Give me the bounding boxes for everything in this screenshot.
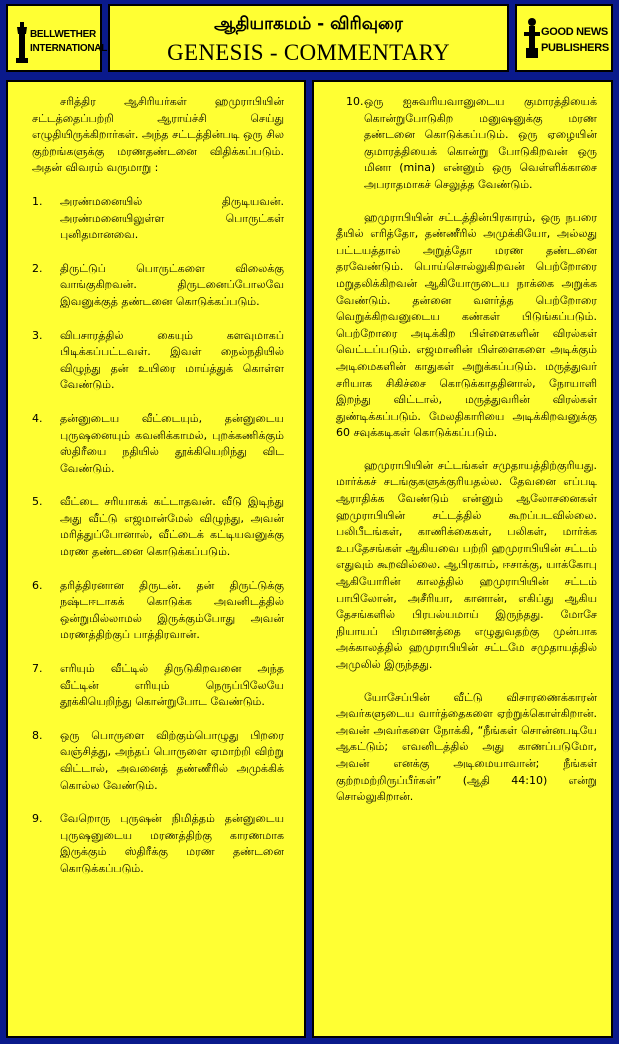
list-item: 8. ஒரு பொருளை விற்கும்பொழுது பிறரை வஞ்சித்து, அந்தப் பொருளை ஏமாற்றி விற்று விட்டால், அவனைத் தண்ணீரில் அமுக்கிக் கொல்ல வேண்டும். (32, 728, 284, 792)
good-news-logo-box (515, 4, 613, 72)
list-item: 5. வீட்டை சரியாகக் கட்டாதவன். வீடு இடிந்து அது வீட்டு எஜமான்மேல் விழுந்து, அவன் மரித்துப்போனால், வீட்டைக் கட்டியவனுக்கு மரண தண்டனை கொடுக்கப்படும். (32, 495, 284, 559)
list-item: 2. திருட்டுப் பொருட்களை விலைக்கு வாங்குகிறவன். திருடனைப்போலவே இவனுக்குத் தண்டனை கொடுக்கப்படும். (32, 261, 284, 308)
right-paragraph-3: யோசேப்பின் வீட்டு விசாரணைக்காரன் அவர்களுடைய வார்த்தைகளை ஏற்றுக்கொள்கிறான். அவன் அவர்களை நோக்கி, “நீங்கள் சொன்னபடியே ஆகட்டும்; எவனிடத்தில் அது காணப்படுமோ, அவன் எனக்கு அடிமையாவான்; நீங்கள் குற்றமற்றிருப்பீர்கள்” (ஆதி 44:10) என்று சொல்லுகிறான். (336, 690, 597, 804)
left-intro-paragraph: சரித்திர ஆசிரியர்கள் ஹமுராபியின் சட்டத்தைப்பற்றி ஆராய்ச்சி செய்து எழுதியிருக்கிறார்கள். அந்த சட்டத்தின்படி ஒரு சில குற்றங்களுக்கு மரணதண்டனை விதிக்கப்படும். அதன் விவரம் வருமாறு : (32, 95, 284, 175)
bellwether-logo-line2: INTERNATIONAL (30, 43, 108, 54)
left-column (6, 80, 306, 1038)
list-item: 1. அரண்மனையில் திருடியவன். அரண்மனையிலுள்ள பொருட்கள் புனிதமானவை. (32, 194, 284, 242)
right-paragraph-1: ஹமுராபியின் சட்டத்தின்பிரகாரம், ஒரு நபரை தீயில் எரித்தோ, தண்ணீரில் அமுக்கியோ, அல்லது பட்டயத்தால் அறுத்தோ மரண தண்டனை தரவேண்டும். பொய்சொல்லுகிறவன் பெற்றோரை மறுதலிக்கிறவன் ஆகியோருடைய நாக்கை அறுக்க வேண்டும். தன்னை வளர்த்த பெற்றோரை வெறுக்கிறவனுடைய கண்கள் பிடுங்கப்படும். பெற்றோரை அடிக்கிற பிள்ளைகளின் விரல்கள் வெட்டப்படும். எஜமானின் பிள்ளைகளை அடிக்கும் அடிமைகளின் காதுகள் அறுக்கப்படும். மருத்துவர் சரியாக சிகிச்சை கொடுக்காததினால், நோயாளி இறந்து விட்டால், மருத்துவரின் விரல்கள் துண்டிக்கப்படும். மேலதிகாரியை அடிக்கிறவனுக்கு 60 சவுக்கடிகள் கொடுக்கப்படும். (336, 210, 597, 440)
good-news-logo-icon (523, 16, 541, 62)
page-title-tamil: ஆதியாகமம் - விரிவுரை (214, 14, 403, 34)
bellwether-logo-line1: BELLWETHER (30, 29, 96, 40)
good-news-logo-line2: PUBLISHERS (541, 42, 609, 54)
bellwether-logo-icon (14, 20, 30, 64)
good-news-logo-line1: GOOD NEWS (541, 26, 608, 38)
list-item: 10. ஒரு ஐசுவரியவானுடைய குமாரத்தியைக் கொன்றுபோடுகிற மனுஷனுக்கு மரண தண்டனை கொடுக்கப்படும். ஒரு ஏழையின் குமாரத்தியைக் கொன்று போடுகிறவன் ஒரு மினா (mina) என்னும் ஒரு வெள்ளிக்காசை அபராதமாகச் செலுத்த வேண்டும். (346, 95, 597, 191)
list-item: 6. தரித்திரனான திருடன். தன் திருட்டுக்கு நஷ்டஈடாகக் கொடுக்க அவனிடத்தில் ஒன்றுமில்லாமல் இருக்கும்போது அவன் மரணத்திற்குப் பாத்திரவான். (32, 578, 284, 642)
right-column (312, 80, 613, 1038)
list-item: 9. வேறொரு புருஷன் நிமித்தம் தன்னுடைய புருஷனுடைய மரணத்திற்கு காரணமாக இருக்கும் ஸ்திரீக்கு மரண தண்டனை கொடுக்கப்படும். (32, 812, 284, 875)
page-title-english: GENESIS - COMMENTARY (167, 40, 450, 65)
bellwether-logo-box (6, 4, 108, 72)
right-paragraph-2: ஹமுராபியின் சட்டங்கள் சமுதாயத்திற்குரியது. மார்க்கச் சடங்குகளுக்குரியதல்ல. தேவனை எப்படி ஆராதிக்க வேண்டும் என்னும் ஆலோசனைகள் ஹமுராபியின் சட்டத்தில் கூறப்படவில்லை. பலிபீடங்கள், காணிக்கைகள், பலிகள், மார்க்க உபதேசங்கள் ஆகியவை பற்றி ஹமுராபியின் சட்டம் எதுவும் கூறவில்லை. ஆபிரகாம், ஈசாக்கு, யாக்கோபு ஆகியோரின் காலத்தில் ஹமுராபியின் சட்டம் பாபிலோன், அசீரியா, கானான், எகிப்து ஆகிய தேசங்களில் பிரபல்யமாய் இருந்தது. மோசே நியாயப் பிரமாணத்தை எழுதுவதற்கு முன்பாக அக்காலத்தில் ஹமுராபியின் சட்டமே சமுதாயத்தில் அமுலில் இருந்தது. (336, 458, 597, 671)
list-item: 4. தன்னுடைய வீட்டையும், தன்னுடைய புருஷனையும் கவனிக்காமல், புறக்கணிக்கும் ஸ்திரீயை நதியில் தூக்கியெறிந்து விட வேண்டும். (32, 411, 284, 475)
list-item: 3. விபசாரத்தில் கையும் களவுமாகப் பிடிக்கப்பட்டவள். இவள் நைல்நதியில் விழுந்து தன் உயிரை மாய்த்துக் கொள்ள வேண்டும். (32, 328, 284, 392)
title-box (108, 4, 509, 72)
list-item: 7. எரியும் வீட்டில் திருடுகிறவனை அந்த வீட்டின் எரியும் நெருப்பிலேயே தூக்கியெறிந்து கொன்றுபோட வேண்டும். (32, 662, 284, 709)
